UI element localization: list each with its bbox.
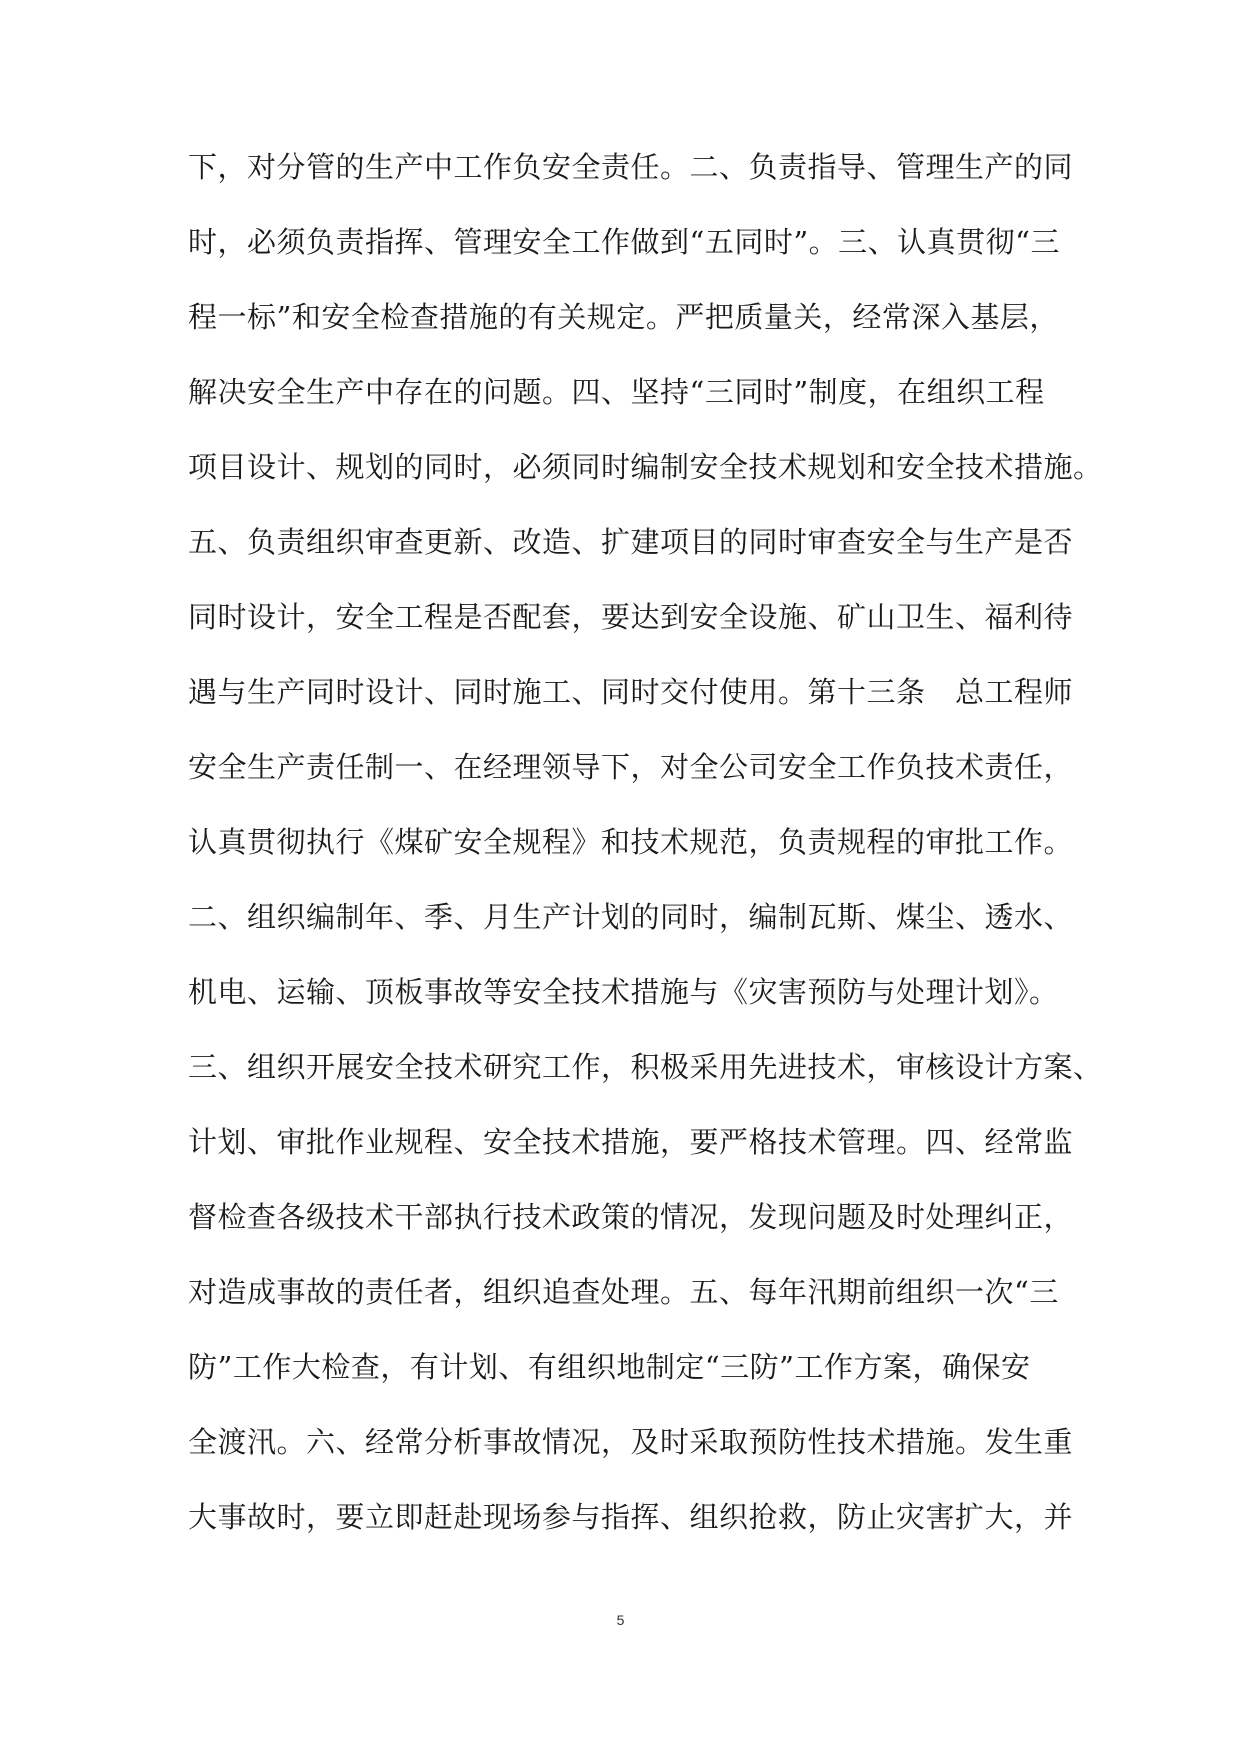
text-line: 计划、审批作业规程、安全技术措施，要严格技术管理。四、经常监 <box>188 1125 1074 1159</box>
text-line: 遇与生产同时设计、同时施工、同时交付使用。第十三条 总工程师 <box>188 675 1074 709</box>
text-line: 防”工作大检查，有计划、有组织地制定“三防”工作方案，确保安 <box>188 1350 1031 1384</box>
text-line: 同时设计，安全工程是否配套，要达到安全设施、矿山卫生、福利待 <box>188 600 1074 634</box>
text-line: 机电、运输、顶板事故等安全技术措施与《灾害预防与处理计划》。 <box>188 975 1059 1009</box>
text-line: 三、组织开展安全技术研究工作，积极采用先进技术，审核设计方案、 <box>188 1050 1103 1084</box>
body-text <box>188 145 1103 1570</box>
text-line: 督检查各级技术干部执行技术政策的情况，发现问题及时处理纠正， <box>188 1200 1074 1234</box>
text-line: 项目设计、规划的同时，必须同时编制安全技术规划和安全技术措施。 <box>188 450 1103 484</box>
text-line: 二、组织编制年、季、月生产计划的同时，编制瓦斯、煤尘、透水、 <box>188 900 1074 934</box>
text-line: 安全生产责任制一、在经理领导下，对全公司安全工作负技术责任， <box>188 750 1074 784</box>
text-line: 下，对分管的生产中工作负安全责任。二、负责指导、管理生产的同 <box>188 150 1074 184</box>
text-line: 大事故时，要立即赶赴现场参与指挥、组织抢救，防止灾害扩大，并 <box>188 1500 1074 1534</box>
text-line: 五、负责组织审查更新、改造、扩建项目的同时审查安全与生产是否 <box>188 525 1074 559</box>
text-line: 解决安全生产中存在的问题。四、坚持“三同时”制度，在组织工程 <box>188 375 1045 409</box>
text-line: 时，必须负责指挥、管理安全工作做到“五同时”。三、认真贯彻“三 <box>188 225 1060 259</box>
text-line: 对造成事故的责任者，组织追查处理。五、每年汛期前组织一次“三 <box>188 1275 1059 1309</box>
page-number: 5 <box>616 1612 625 1628</box>
text-line: 全渡汛。六、经常分析事故情况，及时采取预防性技术措施。发生重 <box>188 1425 1074 1459</box>
text-line: 程一标”和安全检查措施的有关规定。严把质量关，经常深入基层， <box>188 300 1059 334</box>
text-line: 认真贯彻执行《煤矿安全规程》和技术规范，负责规程的审批工作。 <box>188 825 1074 859</box>
